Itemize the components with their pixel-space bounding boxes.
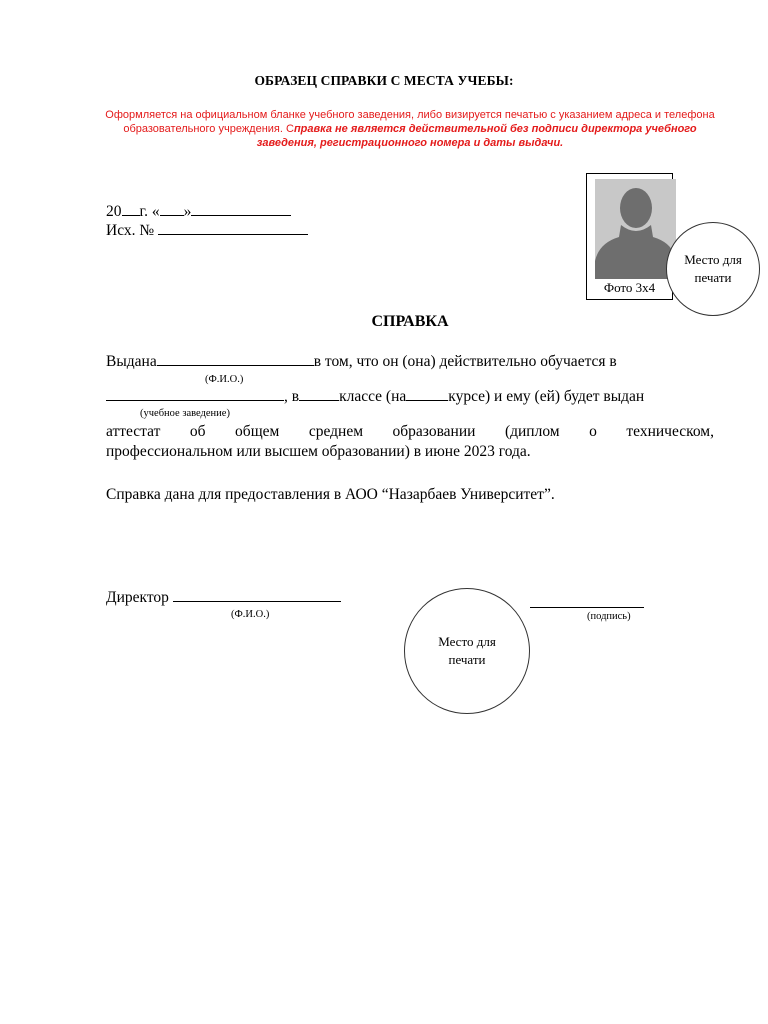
purpose-text: Справка дана для предоставления в АОО “Назарбаев Университет”.	[106, 486, 555, 503]
year-blank	[122, 203, 140, 216]
stamp-area-top	[666, 222, 760, 316]
certificate-line-2	[106, 443, 531, 461]
date-prefix: 20	[106, 203, 122, 220]
certificate-line-1: аттестат об общем среднем образовании (диплом о техническом,	[106, 423, 714, 440]
fio-blank	[157, 353, 314, 366]
class-label: классе (на	[339, 388, 407, 405]
person-silhouette-icon	[595, 179, 676, 279]
date-end: »	[183, 203, 192, 220]
ref-blank	[158, 222, 308, 235]
body-line-1	[106, 353, 617, 371]
photo-placeholder	[595, 179, 676, 279]
day-blank	[160, 203, 184, 216]
institution-blank	[106, 388, 284, 401]
fio-caption: (Ф.И.О.)	[205, 374, 244, 385]
date-mid: г. «	[139, 203, 160, 220]
document-title: СПРАВКА	[371, 313, 449, 330]
date-line	[106, 203, 291, 221]
certificate-period: .	[526, 443, 531, 460]
comma-v: , в	[284, 388, 300, 405]
stamp-text-top: Место для печати	[684, 252, 742, 285]
course-rest: курсе) и ему (ей) будет выдан	[448, 388, 645, 405]
certificate-text: профессиональном или высшем образовании) в июне 2023 года	[106, 443, 527, 460]
issued-rest: в том, что он (она) действительно обучается в	[313, 353, 617, 370]
signature-blank	[530, 607, 644, 608]
ref-label: Исх. №	[106, 222, 155, 239]
ref-line	[106, 222, 308, 240]
signature-caption: (подпись)	[587, 611, 631, 622]
body-line-2	[106, 388, 644, 406]
director-fio-caption: (Ф.И.О.)	[231, 609, 270, 620]
notice-plain: Оформляется на официальном бланке учебного заведения, либо визируется печатью с указанием адреса и телефона образовательного учреждения. С	[105, 109, 715, 135]
director-label: Директор	[106, 589, 169, 606]
notice-bold: правка не является действительной без подписи директора учебного заведения, регистрационного номера и даты выдачи.	[256, 123, 697, 149]
director-name-blank	[173, 589, 341, 602]
sample-title: ОБРАЗЕЦ СПРАВКИ С МЕСТА УЧЕБЫ:	[254, 73, 514, 88]
class-blank	[299, 388, 339, 401]
photo-label: Фото 3х4	[603, 280, 656, 295]
notice-text	[100, 108, 720, 150]
stamp-area-bottom	[404, 588, 530, 714]
month-blank	[191, 203, 291, 216]
course-blank	[406, 388, 448, 401]
director-line	[106, 589, 341, 607]
stamp-text-bottom: Место для печати	[438, 634, 496, 667]
institution-caption: (учебное заведение)	[140, 408, 230, 419]
issued-label: Выдана	[106, 353, 157, 370]
